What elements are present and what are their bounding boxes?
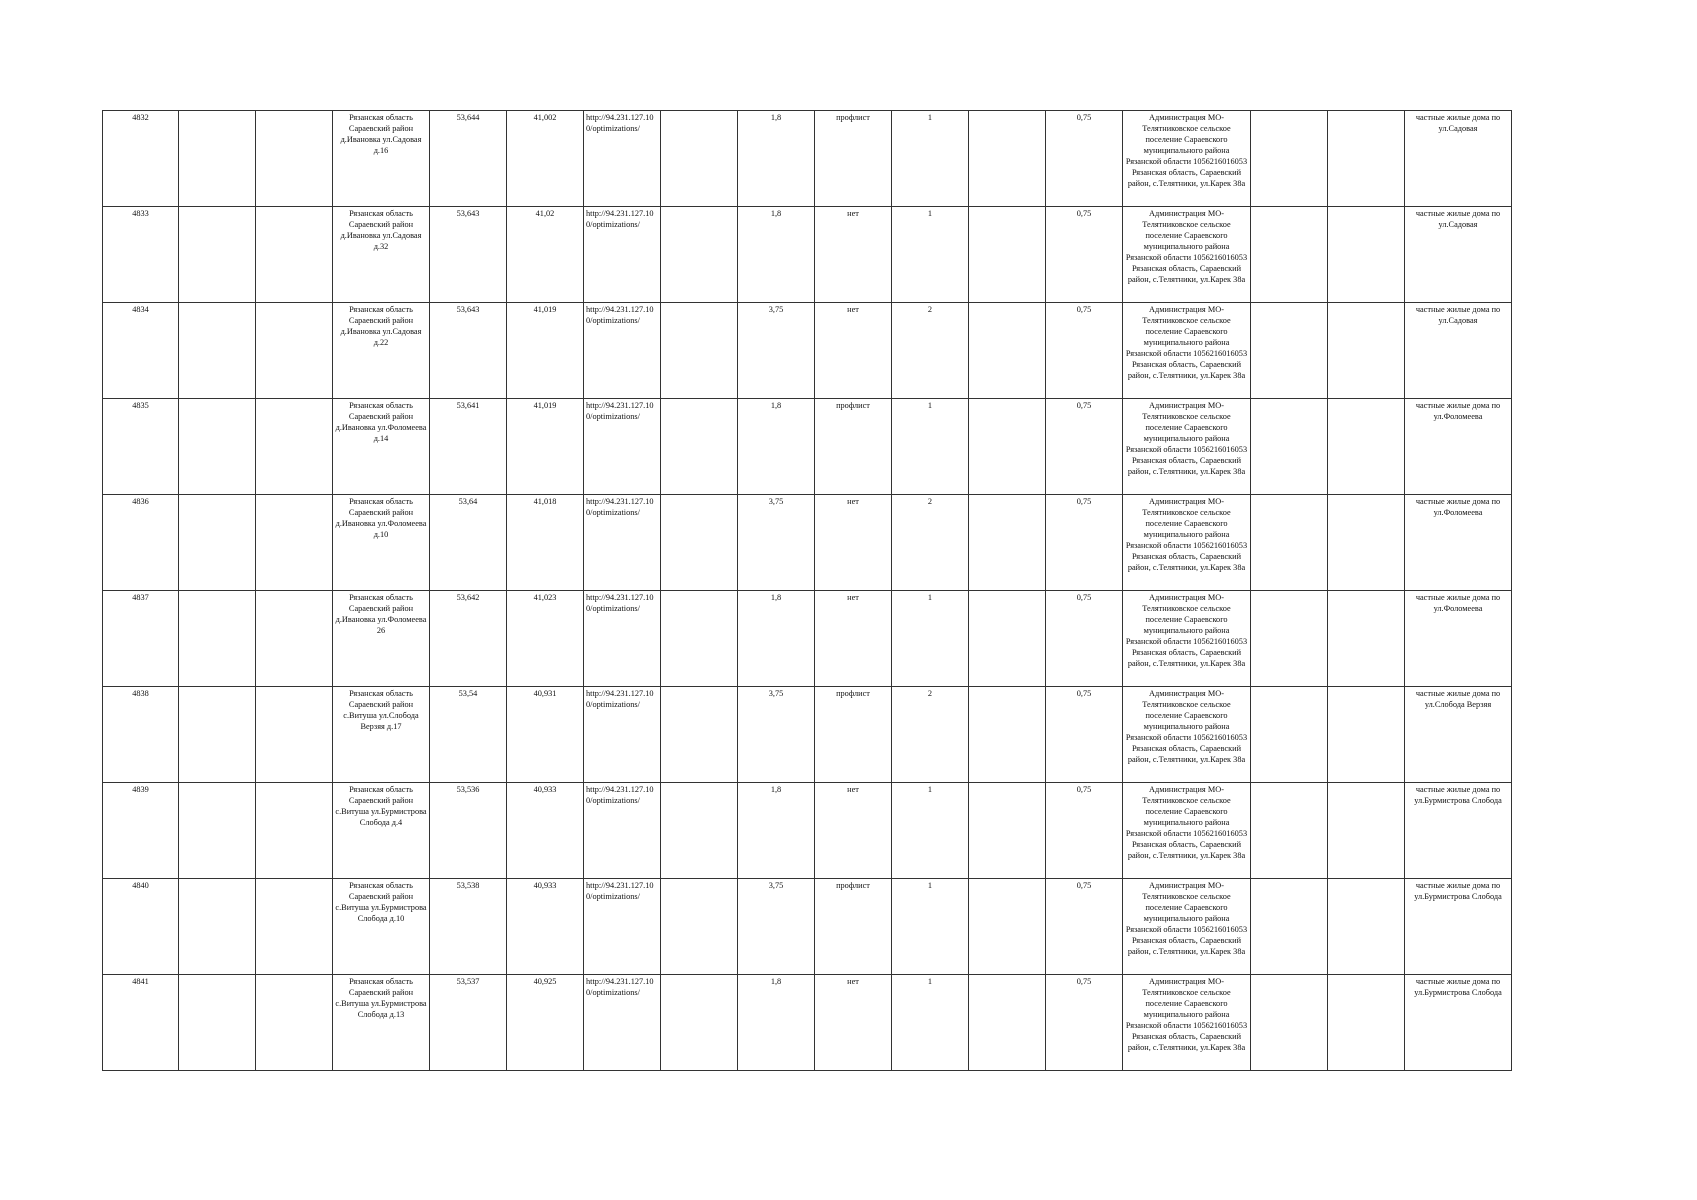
longitude-cell: 40,925	[507, 975, 584, 1071]
empty-cell	[969, 303, 1046, 399]
volume-cell: 0,75	[1046, 783, 1123, 879]
empty-cell	[1328, 783, 1405, 879]
empty-cell	[661, 399, 738, 495]
row-id-cell: 4832	[103, 111, 179, 207]
address-cell: Рязанская область Сараевский район д.Ивановка ул.Фоломеева д.14	[333, 399, 430, 495]
empty-cell	[1328, 591, 1405, 687]
area-cell: 3,75	[738, 687, 815, 783]
owner-cell: Администрация МО-Телятниковское сельское поселение Сараевского муниципального района Рязанской области 1056216016053 Рязанская область, Сараевский район, с.Телятники, ул.Карек 38а	[1123, 975, 1251, 1071]
address-cell: Рязанская область Сараевский район д.Ивановка ул.Фоломеева д.10	[333, 495, 430, 591]
container-count-cell: 1	[892, 399, 969, 495]
waste-source-cell: частные жилые дома по ул.Бурмистрова Слобода	[1405, 879, 1512, 975]
empty-cell	[661, 975, 738, 1071]
empty-cell	[661, 207, 738, 303]
waste-source-cell: частные жилые дома по ул.Бурмистрова Слобода	[1405, 975, 1512, 1071]
table-row	[103, 879, 1512, 975]
area-cell: 1,8	[738, 783, 815, 879]
area-cell: 3,75	[738, 303, 815, 399]
owner-cell: Администрация МО-Телятниковское сельское поселение Сараевского муниципального района Рязанской области 1056216016053 Рязанская область, Сараевский район, с.Телятники, ул.Карек 38а	[1123, 207, 1251, 303]
longitude-cell: 41,02	[507, 207, 584, 303]
owner-cell: Администрация МО-Телятниковское сельское поселение Сараевского муниципального района Рязанской области 1056216016053 Рязанская область, Сараевский район, с.Телятники, ул.Карек 38а	[1123, 591, 1251, 687]
empty-cell	[256, 399, 333, 495]
area-cell: 1,8	[738, 591, 815, 687]
empty-cell	[1251, 975, 1328, 1071]
url-cell[interactable]: http://94.231.127.100/optimizations/	[584, 687, 661, 783]
container-count-cell: 1	[892, 207, 969, 303]
empty-cell	[179, 879, 256, 975]
address-cell: Рязанская область Сараевский район с.Витуша ул.Бурмистрова Слобода д.13	[333, 975, 430, 1071]
empty-cell	[1328, 495, 1405, 591]
empty-cell	[256, 303, 333, 399]
empty-cell	[256, 207, 333, 303]
empty-cell	[256, 591, 333, 687]
address-cell: Рязанская область Сараевский район с.Витуша ул.Слобода Верзяя д.17	[333, 687, 430, 783]
empty-cell	[661, 111, 738, 207]
empty-cell	[256, 879, 333, 975]
empty-cell	[1251, 399, 1328, 495]
waste-source-cell: частные жилые дома по ул.Садовая	[1405, 207, 1512, 303]
table-row	[103, 783, 1512, 879]
empty-cell	[179, 111, 256, 207]
empty-cell	[1251, 495, 1328, 591]
row-id-cell: 4834	[103, 303, 179, 399]
container-count-cell: 1	[892, 111, 969, 207]
empty-cell	[179, 399, 256, 495]
latitude-cell: 53,643	[430, 207, 507, 303]
row-id-cell: 4838	[103, 687, 179, 783]
cover-cell: нет	[815, 303, 892, 399]
row-id-cell: 4835	[103, 399, 179, 495]
owner-cell: Администрация МО-Телятниковское сельское поселение Сараевского муниципального района Рязанской области 1056216016053 Рязанская область, Сараевский район, с.Телятники, ул.Карек 38а	[1123, 111, 1251, 207]
latitude-cell: 53,54	[430, 687, 507, 783]
volume-cell: 0,75	[1046, 591, 1123, 687]
empty-cell	[1251, 111, 1328, 207]
url-cell[interactable]: http://94.231.127.100/optimizations/	[584, 207, 661, 303]
url-cell[interactable]: http://94.231.127.100/optimizations/	[584, 399, 661, 495]
empty-cell	[1251, 687, 1328, 783]
waste-source-cell: частные жилые дома по ул.Садовая	[1405, 111, 1512, 207]
empty-cell	[179, 495, 256, 591]
waste-source-cell: частные жилые дома по ул.Фоломеева	[1405, 495, 1512, 591]
empty-cell	[1328, 975, 1405, 1071]
volume-cell: 0,75	[1046, 111, 1123, 207]
row-id-cell: 4839	[103, 783, 179, 879]
waste-source-cell: частные жилые дома по ул.Слобода Верзяя	[1405, 687, 1512, 783]
longitude-cell: 41,019	[507, 399, 584, 495]
empty-cell	[256, 687, 333, 783]
address-cell: Рязанская область Сараевский район д.Ивановка ул.Садовая д.16	[333, 111, 430, 207]
url-cell[interactable]: http://94.231.127.100/optimizations/	[584, 975, 661, 1071]
cover-cell: профлист	[815, 111, 892, 207]
cover-cell: профлист	[815, 687, 892, 783]
latitude-cell: 53,641	[430, 399, 507, 495]
volume-cell: 0,75	[1046, 495, 1123, 591]
row-id-cell: 4836	[103, 495, 179, 591]
volume-cell: 0,75	[1046, 399, 1123, 495]
empty-cell	[1328, 879, 1405, 975]
longitude-cell: 41,002	[507, 111, 584, 207]
empty-cell	[179, 783, 256, 879]
row-id-cell: 4840	[103, 879, 179, 975]
empty-cell	[179, 591, 256, 687]
latitude-cell: 53,64	[430, 495, 507, 591]
latitude-cell: 53,643	[430, 303, 507, 399]
waste-source-cell: частные жилые дома по ул.Садовая	[1405, 303, 1512, 399]
empty-cell	[969, 207, 1046, 303]
url-cell[interactable]: http://94.231.127.100/optimizations/	[584, 111, 661, 207]
owner-cell: Администрация МО-Телятниковское сельское поселение Сараевского муниципального района Рязанской области 1056216016053 Рязанская область, Сараевский район, с.Телятники, ул.Карек 38а	[1123, 495, 1251, 591]
empty-cell	[1328, 303, 1405, 399]
address-cell: Рязанская область Сараевский район д.Ивановка ул.Садовая д.22	[333, 303, 430, 399]
empty-cell	[256, 111, 333, 207]
address-cell: Рязанская область Сараевский район д.Ивановка ул.Садовая д.32	[333, 207, 430, 303]
cover-cell: нет	[815, 495, 892, 591]
area-cell: 1,8	[738, 207, 815, 303]
cover-cell: нет	[815, 783, 892, 879]
latitude-cell: 53,536	[430, 783, 507, 879]
empty-cell	[256, 975, 333, 1071]
longitude-cell: 40,933	[507, 879, 584, 975]
empty-cell	[179, 687, 256, 783]
address-cell: Рязанская область Сараевский район с.Витуша ул.Бурмистрова Слобода д.4	[333, 783, 430, 879]
longitude-cell: 41,023	[507, 591, 584, 687]
waste-source-cell: частные жилые дома по ул.Бурмистрова Слобода	[1405, 783, 1512, 879]
url-cell[interactable]: http://94.231.127.100/optimizations/	[584, 495, 661, 591]
cover-cell: нет	[815, 975, 892, 1071]
volume-cell: 0,75	[1046, 303, 1123, 399]
empty-cell	[1328, 399, 1405, 495]
table-row	[103, 591, 1512, 687]
table-row	[103, 111, 1512, 207]
url-cell[interactable]: http://94.231.127.100/optimizations/	[584, 783, 661, 879]
empty-cell	[1251, 207, 1328, 303]
row-id-cell: 4837	[103, 591, 179, 687]
row-id-cell: 4833	[103, 207, 179, 303]
volume-cell: 0,75	[1046, 879, 1123, 975]
table-row	[103, 975, 1512, 1071]
empty-cell	[969, 783, 1046, 879]
empty-cell	[1251, 783, 1328, 879]
table-row	[103, 687, 1512, 783]
container-count-cell: 2	[892, 303, 969, 399]
url-cell[interactable]: http://94.231.127.100/optimizations/	[584, 591, 661, 687]
empty-cell	[969, 975, 1046, 1071]
empty-cell	[1328, 207, 1405, 303]
container-count-cell: 1	[892, 975, 969, 1071]
empty-cell	[661, 303, 738, 399]
latitude-cell: 53,537	[430, 975, 507, 1071]
longitude-cell: 40,933	[507, 783, 584, 879]
cover-cell: нет	[815, 207, 892, 303]
waste-source-cell: частные жилые дома по ул.Фоломеева	[1405, 399, 1512, 495]
empty-cell	[179, 975, 256, 1071]
area-cell: 1,8	[738, 399, 815, 495]
table-row	[103, 399, 1512, 495]
empty-cell	[256, 495, 333, 591]
area-cell: 3,75	[738, 495, 815, 591]
owner-cell: Администрация МО-Телятниковское сельское поселение Сараевского муниципального района Рязанской области 1056216016053 Рязанская область, Сараевский район, с.Телятники, ул.Карек 38а	[1123, 303, 1251, 399]
row-id-cell: 4841	[103, 975, 179, 1071]
cover-cell: профлист	[815, 879, 892, 975]
longitude-cell: 41,019	[507, 303, 584, 399]
cover-cell: профлист	[815, 399, 892, 495]
container-count-cell: 1	[892, 591, 969, 687]
empty-cell	[179, 303, 256, 399]
url-cell[interactable]: http://94.231.127.100/optimizations/	[584, 303, 661, 399]
empty-cell	[969, 591, 1046, 687]
empty-cell	[969, 111, 1046, 207]
container-count-cell: 1	[892, 783, 969, 879]
table-row	[103, 303, 1512, 399]
latitude-cell: 53,642	[430, 591, 507, 687]
area-cell: 1,8	[738, 975, 815, 1071]
volume-cell: 0,75	[1046, 975, 1123, 1071]
registry-table	[102, 110, 1512, 1071]
empty-cell	[1251, 879, 1328, 975]
empty-cell	[969, 399, 1046, 495]
empty-cell	[661, 495, 738, 591]
empty-cell	[256, 783, 333, 879]
table-row	[103, 207, 1512, 303]
waste-source-cell: частные жилые дома по ул.Фоломеева	[1405, 591, 1512, 687]
address-cell: Рязанская область Сараевский район с.Витуша ул.Бурмистрова Слобода д.10	[333, 879, 430, 975]
empty-cell	[1328, 687, 1405, 783]
empty-cell	[179, 207, 256, 303]
area-cell: 3,75	[738, 879, 815, 975]
cover-cell: нет	[815, 591, 892, 687]
url-cell[interactable]: http://94.231.127.100/optimizations/	[584, 879, 661, 975]
empty-cell	[1251, 591, 1328, 687]
container-count-cell: 2	[892, 687, 969, 783]
volume-cell: 0,75	[1046, 207, 1123, 303]
empty-cell	[969, 495, 1046, 591]
volume-cell: 0,75	[1046, 687, 1123, 783]
latitude-cell: 53,538	[430, 879, 507, 975]
table-row	[103, 495, 1512, 591]
container-count-cell: 1	[892, 879, 969, 975]
container-count-cell: 2	[892, 495, 969, 591]
empty-cell	[969, 879, 1046, 975]
owner-cell: Администрация МО-Телятниковское сельское поселение Сараевского муниципального района Рязанской области 1056216016053 Рязанская область, Сараевский район, с.Телятники, ул.Карек 38а	[1123, 687, 1251, 783]
owner-cell: Администрация МО-Телятниковское сельское поселение Сараевского муниципального района Рязанской области 1056216016053 Рязанская область, Сараевский район, с.Телятники, ул.Карек 38а	[1123, 879, 1251, 975]
empty-cell	[1328, 111, 1405, 207]
address-cell: Рязанская область Сараевский район д.Ивановка ул.Фоломеева 26	[333, 591, 430, 687]
empty-cell	[661, 591, 738, 687]
owner-cell: Администрация МО-Телятниковское сельское поселение Сараевского муниципального района Рязанской области 1056216016053 Рязанская область, Сараевский район, с.Телятники, ул.Карек 38а	[1123, 783, 1251, 879]
empty-cell	[1251, 303, 1328, 399]
empty-cell	[661, 687, 738, 783]
longitude-cell: 41,018	[507, 495, 584, 591]
longitude-cell: 40,931	[507, 687, 584, 783]
area-cell: 1,8	[738, 111, 815, 207]
latitude-cell: 53,644	[430, 111, 507, 207]
empty-cell	[661, 783, 738, 879]
owner-cell: Администрация МО-Телятниковское сельское поселение Сараевского муниципального района Рязанской области 1056216016053 Рязанская область, Сараевский район, с.Телятники, ул.Карек 38а	[1123, 399, 1251, 495]
empty-cell	[661, 879, 738, 975]
empty-cell	[969, 687, 1046, 783]
